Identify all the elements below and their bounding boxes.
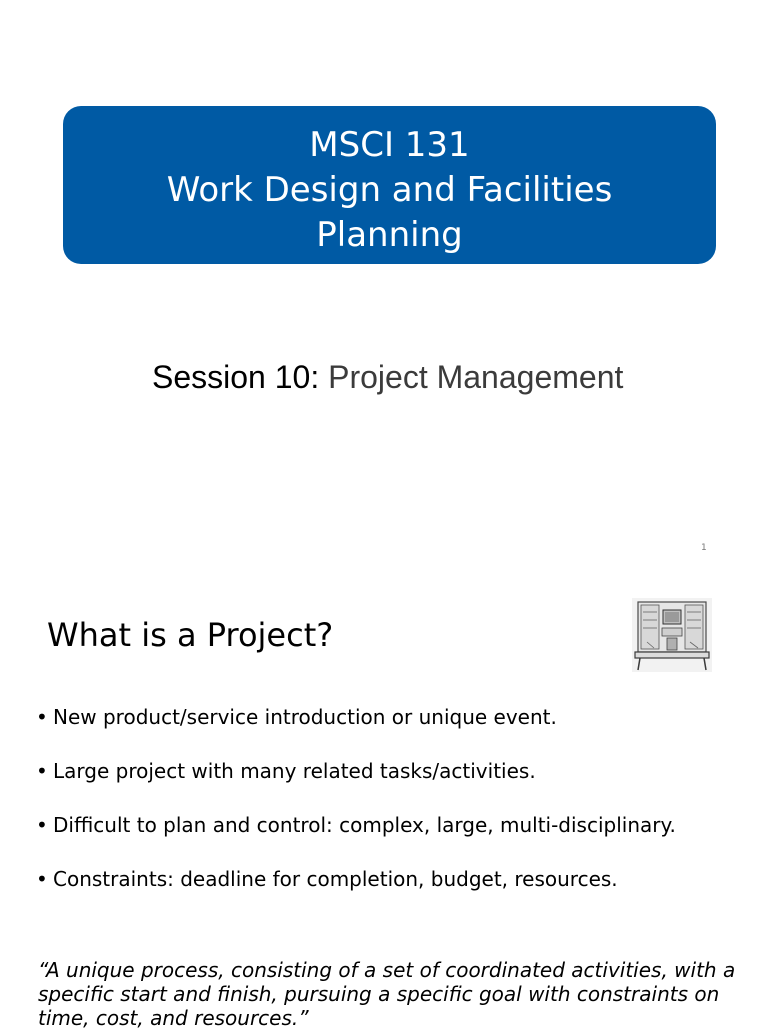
bullet-item: • New product/service introduction or unique event. (36, 705, 736, 730)
course-code: MSCI 131 (309, 125, 470, 165)
slide-title: What is a Project? (47, 616, 334, 654)
session-heading (152, 356, 623, 398)
desk-workstation-icon (632, 598, 712, 672)
session-topic: Project Management (328, 359, 624, 395)
bullet-item: • Constraints: deadline for completion, budget, resources. (36, 867, 736, 892)
session-label: Session 10: (152, 359, 329, 395)
project-definition-quote: “A unique process, consisting of a set of coordinated activities, with a specific start and finish, pursuing a specific goal with constraints on time, cost, and resources.” (38, 958, 736, 1030)
bullet-item: • Difficult to plan and control: complex, large, multi-disciplinary. (36, 813, 736, 838)
course-title-line-2: Planning (316, 215, 463, 255)
slide-number: 1 (701, 543, 707, 553)
course-title-line-1: Work Design and Facilities (166, 170, 613, 210)
definition-bullet-list (36, 705, 736, 921)
title-banner (63, 106, 716, 264)
bullet-item: • Large project with many related tasks/activities. (36, 759, 736, 784)
